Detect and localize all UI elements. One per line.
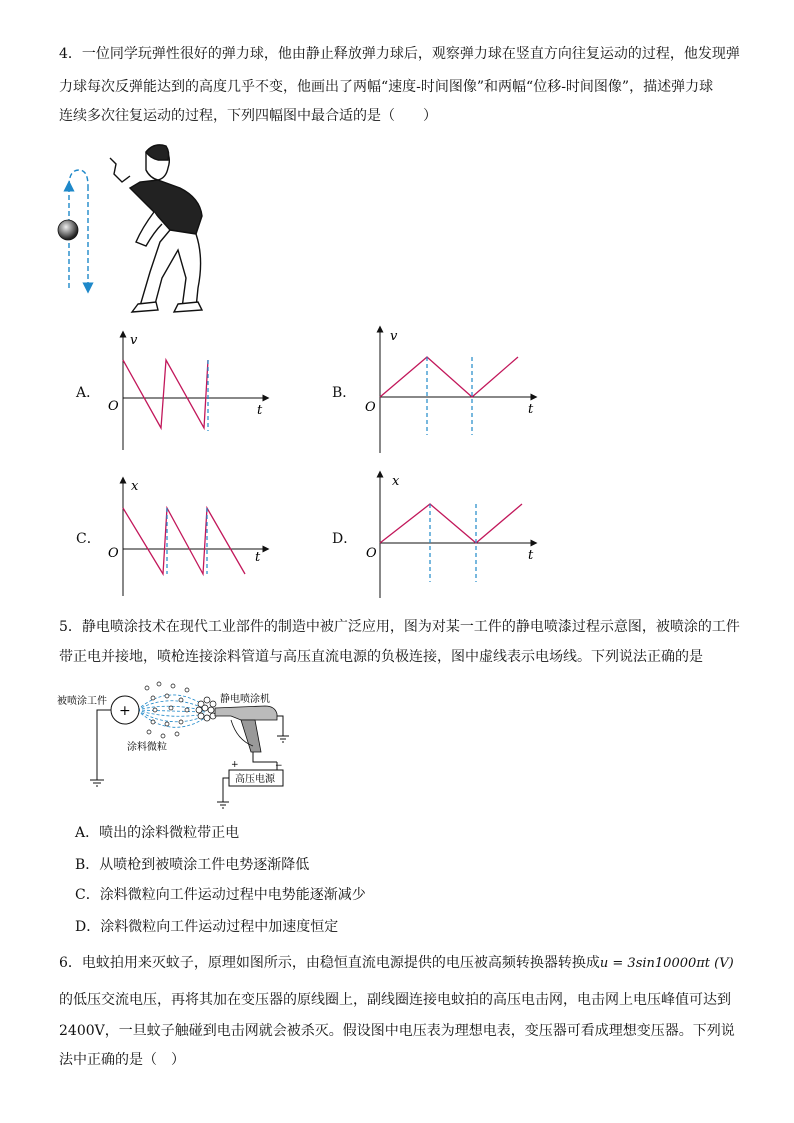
workpiece-label: 被喷涂工件 <box>57 696 107 707</box>
q5-spray-diagram <box>55 676 320 812</box>
q4-line-3: 连续多次往复运动的过程，下列四幅图中最合适的是（ ） <box>59 108 437 124</box>
graph-c-letter: C． <box>76 531 101 547</box>
nozzle-cloud <box>196 697 216 721</box>
graph-d-origin: O <box>366 546 377 561</box>
q5-line-2: 带正电并接地，喷枪连接涂料管道与高压直流电源的负极连接，图中虚线表示电场线。下列说法正确的是 <box>59 649 703 665</box>
ground-icon-left <box>90 780 104 786</box>
field-lines <box>137 695 205 727</box>
graph-c-xlabel: t <box>255 550 261 565</box>
graph-d-xlabel: t <box>528 548 534 563</box>
graph-d <box>360 470 540 600</box>
q6-formula: u = 3sin10000πt (V) <box>599 956 734 971</box>
graph-d-curve <box>380 504 522 543</box>
ground-icon-gun <box>277 736 289 742</box>
graph-c-origin: O <box>108 546 119 561</box>
graph-d-letter: D． <box>332 531 358 547</box>
graph-a-ylabel: v <box>130 333 138 348</box>
person-figure <box>110 145 202 312</box>
q5-option-b[interactable]: B．从喷枪到被喷涂工件电势逐渐降低 <box>75 857 310 873</box>
q6-line-1 <box>59 953 734 974</box>
graph-b-ylabel: v <box>390 329 398 344</box>
graph-b-xlabel: t <box>528 402 534 417</box>
gun-label: 静电喷涂机 <box>220 694 270 705</box>
graph-a-letter: A． <box>76 385 101 401</box>
graph-a-curve <box>123 360 208 428</box>
graph-a <box>102 330 272 452</box>
supply-plus: + <box>231 760 239 770</box>
q5-line-1: 5．静电喷涂技术在现代工业部件的制造中被广泛应用，图为对某一工件的静电喷漆过程示意图，被喷涂的工件 <box>59 619 740 635</box>
paint-particles <box>145 682 189 738</box>
ground-icon-supply <box>217 802 229 808</box>
q6-line-2: 的低压交流电压，再将其加在变压器的原线圈上，副线圈连接电蚊拍的高压电击网，电击网上电压峰值可达到 <box>59 992 731 1008</box>
q4-line-2: 力球每次反弹能达到的高度几乎不变，他画出了两幅“速度-时间图像”和两幅“位移-时间图像”，描述弹力球 <box>59 79 714 95</box>
workpiece-plus-sign: + <box>119 703 131 719</box>
supply-label: 高压电源 <box>235 774 275 785</box>
particles-label: 涂料微粒 <box>127 742 167 753</box>
spray-gun-icon <box>215 706 277 752</box>
graph-b <box>360 325 540 455</box>
graph-c-ylabel: x <box>131 479 139 494</box>
graph-d-ylabel: x <box>392 474 400 489</box>
graph-b-curve <box>380 357 518 397</box>
q5-option-d[interactable]: D．涂料微粒向工件运动过程中加速度恒定 <box>75 919 339 935</box>
q4-ball-illustration <box>50 138 230 318</box>
q6-line-4: 法中正确的是（ ） <box>59 1052 185 1068</box>
graph-c <box>102 476 272 598</box>
q4-line-1: 4．一位同学玩弹性很好的弹力球，他由静止释放弹力球后，观察弹力球在竖直方向往复运动的过程，他发现弹 <box>59 46 740 62</box>
graph-a-xlabel: t <box>257 403 263 418</box>
graph-c-curve <box>123 508 245 574</box>
graph-b-letter: B． <box>332 385 357 401</box>
ball-icon <box>58 220 78 240</box>
q6-line-1-text: 6．电蚊拍用来灭蚊子，原理如图所示，由稳恒直流电源提供的电压被高频转换器转换成 <box>59 955 600 971</box>
supply-minus: − <box>275 761 283 771</box>
graph-a-origin: O <box>108 399 119 414</box>
q5-option-a[interactable]: A．喷出的涂料微粒带正电 <box>75 825 240 841</box>
graph-b-origin: O <box>365 400 376 415</box>
q6-line-3: 2400V，一旦蚊子触碰到电击网就会被杀灭。假设图中电压表为理想电表，变压器可看成理想变压器。下列说 <box>59 1023 735 1039</box>
q5-option-c[interactable]: C．涂料微粒向工件运动过程中电势能逐渐减少 <box>75 887 366 903</box>
